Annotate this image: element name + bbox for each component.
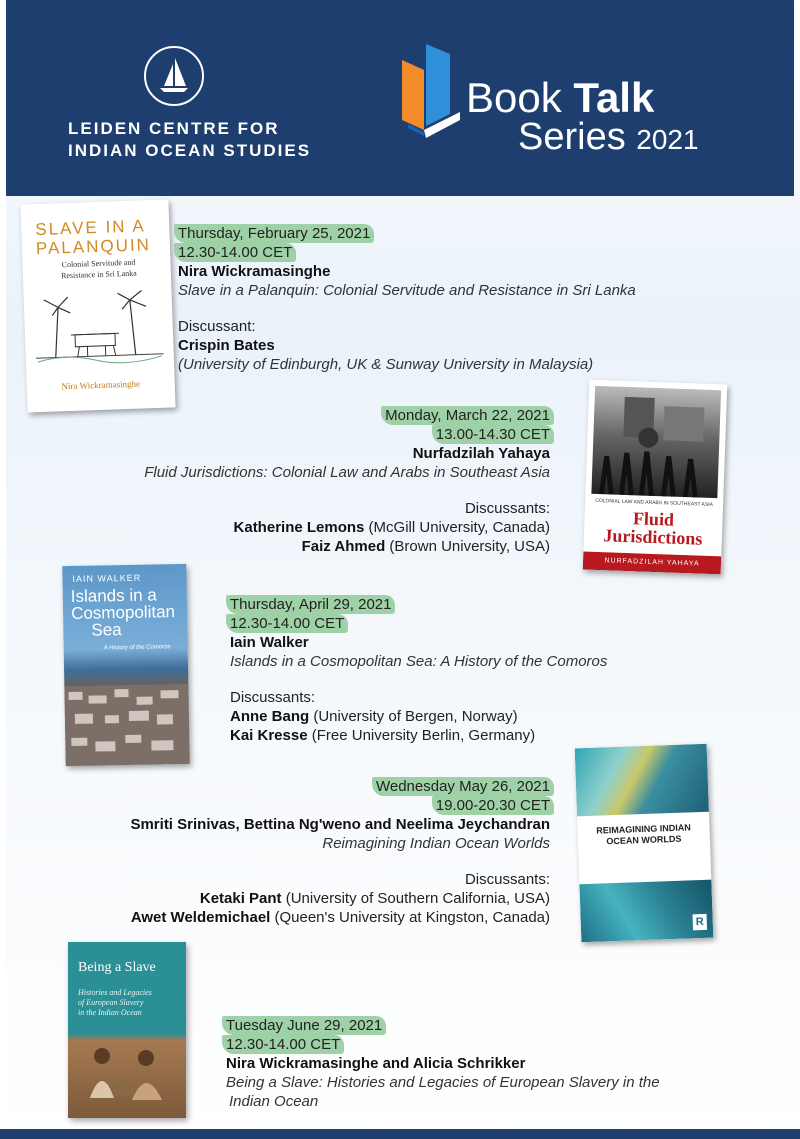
- event-3-discussant-1-affiliation: (University of Bergen, Norway): [309, 708, 518, 725]
- cover3-title-line3: Sea: [91, 620, 122, 640]
- event-4-discussant-1-affiliation: (University of Southern California, USA): [281, 890, 550, 907]
- cover2-title-line1: Fluid: [632, 508, 675, 530]
- event-5-date: Tuesday June 29, 2021: [222, 1016, 386, 1035]
- event-4-discussant-label: Discussants:: [464, 871, 550, 888]
- cover2-author: NURFADZILAH YAHAYA: [583, 552, 722, 575]
- book-cover-fluid-jurisdictions: [583, 380, 728, 575]
- cover4-bottom-art: [579, 880, 713, 943]
- event-2-discussant-2-affiliation: (Brown University, USA): [385, 538, 550, 555]
- header-banner: [6, 0, 794, 196]
- cover1-subtitle-line1: Colonial Servitude and: [61, 257, 136, 270]
- event-1-discussant-name: Crispin Bates: [178, 337, 275, 354]
- event-3-time: 12.30-14.00 CET: [226, 614, 348, 633]
- title-word-talk: Talk: [573, 74, 655, 121]
- event-1-time: 12.30-14.00 CET: [174, 243, 296, 262]
- org-name: [68, 118, 311, 162]
- series-word: Series: [518, 116, 626, 158]
- event-1-discussant-label: Discussant:: [178, 318, 256, 335]
- routledge-logo-icon: R: [693, 914, 708, 930]
- event-2-date: Monday, March 22, 2021: [381, 406, 554, 425]
- book-logo-icon: [398, 40, 464, 145]
- event-2-book-title: Fluid Jurisdictions: Colonial Law and Arabs in Southeast Asia: [144, 464, 550, 481]
- event-2: [100, 406, 550, 556]
- event-4-discussant-2-affiliation: (Queen's University at Kingston, Canada): [270, 909, 550, 926]
- cover5-subtitle-line1: Histories and Legacies: [78, 988, 152, 997]
- book-cover-being-a-slave: [68, 942, 186, 1118]
- event-5: [226, 1016, 706, 1111]
- book-cover-reimagining-indian-ocean-worlds: [575, 744, 714, 942]
- event-5-speakers: Nira Wickramasinghe and Alicia Schrikker: [226, 1055, 526, 1072]
- cover5-subtitle-line3: in the Indian Ocean: [78, 1008, 142, 1017]
- event-2-discussant-2-name: Faiz Ahmed: [301, 538, 386, 555]
- cover5-subtitle-line2: of European Slavery: [78, 998, 144, 1007]
- event-4-time: 19.00-20.30 CET: [432, 796, 554, 815]
- event-1-speaker: Nira Wickramasinghe: [178, 263, 331, 280]
- cover1-subtitle-line2: Resistance in Sri Lanka: [60, 268, 137, 281]
- book-talk-title: [466, 76, 654, 120]
- series-year: 2021: [636, 124, 699, 155]
- cover3-title-line2: Cosmopolitan: [70, 602, 176, 623]
- event-3-date: Thursday, April 29, 2021: [226, 595, 395, 614]
- event-5-book-title-line1: Being a Slave: Histories and Legacies of European Slavery in the: [226, 1074, 660, 1091]
- event-4-date: Wednesday May 26, 2021: [372, 777, 554, 796]
- event-3-discussant-2-name: Kai Kresse: [230, 727, 308, 744]
- cover1-title-line2: PALANQUIN: [35, 235, 152, 259]
- event-1-date: Thursday, February 25, 2021: [174, 224, 374, 243]
- event-2-speaker: Nurfadzilah Yahaya: [412, 445, 550, 462]
- sailboat-logo-icon: [144, 46, 204, 106]
- event-3-discussant-2-affiliation: (Free University Berlin, Germany): [307, 727, 536, 744]
- cover1-illustration: [33, 284, 164, 368]
- cover4-title-line2: OCEAN WORLDS: [606, 833, 682, 847]
- cover1-title-line1: SLAVE IN A: [34, 216, 146, 240]
- cover5-title: Being a Slave: [78, 960, 156, 975]
- event-3-speaker: Iain Walker: [230, 634, 309, 651]
- event-3: [230, 595, 690, 745]
- event-4-speakers: Smriti Srinivas, Bettina Ng'weno and Neelima Jeychandran: [130, 816, 550, 833]
- cover3-subtitle: A History of the Comoros: [103, 644, 171, 652]
- event-2-discussant-label: Discussants:: [464, 500, 550, 517]
- event-2-discussant-1-name: Katherine Lemons: [233, 519, 365, 536]
- cover3-author: IAIN WALKER: [72, 572, 142, 584]
- event-2-time: 13.00-14.30 CET: [432, 425, 554, 444]
- cover3-town-illustration: [64, 684, 189, 766]
- event-5-book-title-line2: Indian Ocean: [229, 1093, 319, 1110]
- event-2-discussant-1-affiliation: (McGill University, Canada): [364, 519, 550, 536]
- org-name-line2: INDIAN OCEAN STUDIES: [68, 141, 312, 160]
- event-4-book-title: Reimagining Indian Ocean Worlds: [322, 835, 550, 852]
- series-subtitle: [518, 117, 699, 160]
- event-4: [40, 777, 550, 927]
- book-cover-slave-in-a-palanquin: [20, 199, 175, 412]
- cover2-photo: [591, 386, 721, 498]
- cover1-author: Nira Wickramasinghe: [61, 378, 141, 392]
- title-word-book: Book: [466, 74, 562, 121]
- org-name-line1: LEIDEN CENTRE FOR: [68, 119, 280, 138]
- event-3-discussant-1-name: Anne Bang: [230, 708, 310, 725]
- footer-bar: [0, 1129, 800, 1139]
- cover4-top-art: [575, 744, 709, 817]
- book-cover-islands-in-a-cosmopolitan-sea: [62, 564, 189, 766]
- event-4-discussant-1-name: Ketaki Pant: [199, 890, 282, 907]
- cover3-title-line1: Islands in a: [70, 585, 157, 606]
- cover5-figures-illustration: [74, 1038, 180, 1108]
- cover4-title-line1: REIMAGINING INDIAN: [596, 822, 691, 836]
- event-3-discussant-label: Discussants:: [230, 689, 316, 706]
- cover2-title-line2: Jurisdictions: [603, 525, 703, 549]
- event-1-discussant-affiliation: (University of Edinburgh, UK & Sunway University in Malaysia): [178, 356, 594, 373]
- event-1-book-title: Slave in a Palanquin: Colonial Servitude and Resistance in Sri Lanka: [178, 282, 636, 299]
- event-1: [178, 224, 638, 374]
- event-3-book-title: Islands in a Cosmopolitan Sea: A History of the Comoros: [230, 653, 608, 670]
- cover2-banner: COLONIAL LAW AND ARABS IN SOUTHEAST ASIA: [595, 497, 713, 509]
- event-4-discussant-2-name: Awet Weldemichael: [130, 909, 271, 926]
- event-5-time: 12.30-14.00 CET: [222, 1035, 344, 1054]
